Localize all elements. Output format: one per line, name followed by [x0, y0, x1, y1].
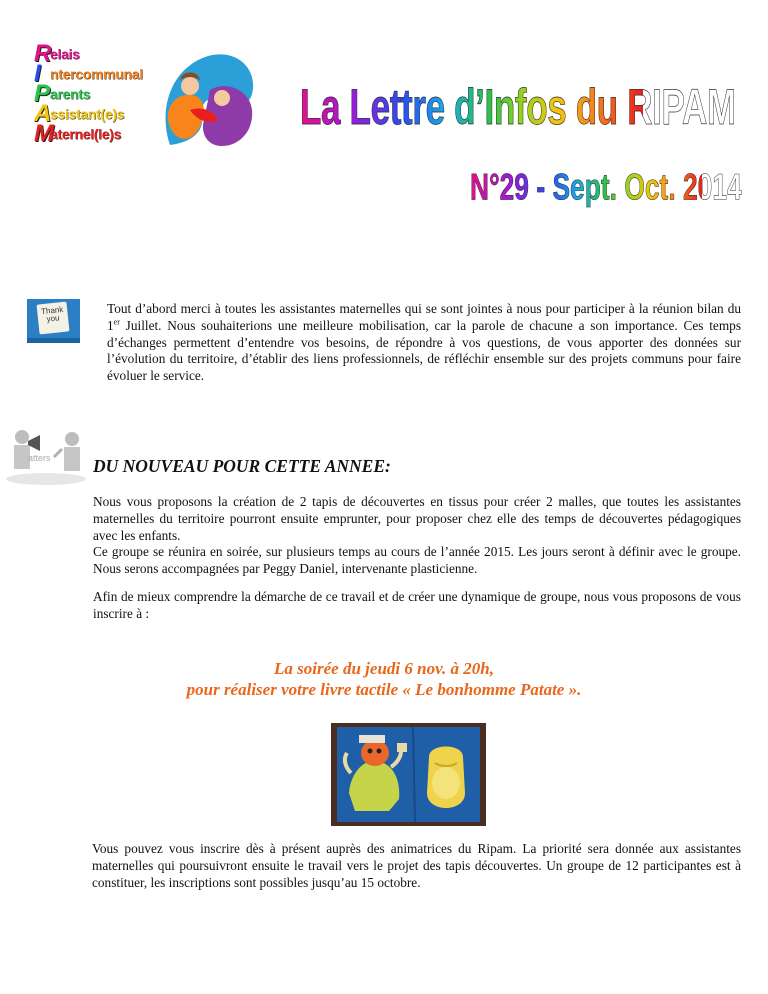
- megaphone-illustration: [4, 427, 88, 485]
- ripam-acronym-logo: [34, 40, 154, 147]
- section-heading: DU NOUVEAU POUR CETTE ANNEE:: [93, 456, 391, 476]
- acronym-line-relais: [34, 40, 154, 67]
- thank-you-bar: [27, 338, 80, 343]
- newsletter-title-text: La Lettre d’Infos du RIPAM: [300, 78, 736, 136]
- event-date: La soirée du jeudi 6 nov. à 20h,: [274, 659, 494, 678]
- acronym-initial: I: [34, 60, 41, 87]
- bonhomme-cup: [397, 743, 407, 752]
- family-face-child: [214, 90, 230, 106]
- acronym-rest: elais: [50, 46, 80, 62]
- intro-paragraph: [107, 301, 741, 385]
- project-text-1: Nous vous proposons la création de 2 tapis de découvertes en tissus pour créer 2 malles, que toutes les assistantes maternelles du territoire pourront ensuite emprunter, pour proposer chez elle des temps de découvertes pédagogiques avec les enfants.: [93, 494, 741, 543]
- issue-number-text: N°29 - Sept. Oct. 2014: [470, 166, 742, 208]
- acronym-initial: M: [34, 120, 54, 147]
- acronym-rest: aternel(le)s: [50, 126, 122, 142]
- project-paragraph: [93, 494, 741, 578]
- thank-you-image: [27, 299, 80, 343]
- invitation-paragraph: Afin de mieux comprendre la démarche de ce travail et de créer une dynamique de groupe, nous vous proposons de vous inscrire à :: [93, 589, 741, 621]
- intro-superscript: er: [113, 317, 120, 327]
- acronym-rest: ntercommunal: [50, 66, 143, 82]
- acronym-line-intercommunal: [34, 60, 154, 87]
- event-activity: pour réaliser votre livre tactile « Le bonhomme Patate ».: [186, 680, 582, 699]
- intro-text-start: Tout d’abord merci à toutes les assistantes maternelles qui se sont jointes à nous pour participer à la réunion bilan du 1: [107, 301, 741, 333]
- bonhomme-eye-left: [368, 749, 373, 754]
- acronym-line-parents: [34, 80, 154, 107]
- figure-right-arm: [54, 449, 62, 457]
- bonhomme-hat: [359, 735, 385, 743]
- figures-shadow: [6, 473, 86, 485]
- newsletter-title: [300, 78, 740, 138]
- acronym-line-maternelles: [34, 120, 154, 147]
- project-text-2: Ce groupe se réunira en soirée, sur plusieurs temps au cours de l’année 2015. Les jours seront à définir avec le groupe. Nous serons accompagnées par Peggy Daniel, intervenante plasticienne.: [93, 544, 741, 577]
- acronym-rest: arents: [50, 86, 91, 102]
- figure-right-body: [64, 447, 80, 471]
- acronym-rest: ssistant(e)s: [50, 106, 125, 122]
- acronym-initial: R: [34, 40, 52, 67]
- bib-pocket: [432, 767, 460, 799]
- family-illustration: [160, 50, 260, 150]
- figure-right-head: [65, 432, 79, 446]
- acronym-initial: P: [34, 80, 51, 107]
- family-face-adult: [181, 77, 199, 95]
- intro-text-end: Juillet. Nous souhaiterions une meilleure mobilisation, car la parole de chacune a son importance. Ces temps d’échanges permettent d’entendre vos besoins, de répondre à vos questions, de vous apporter des données sur l’évolution du territoire, d’établir des liens professionnels, de réfléchir ensemble sur des projets communs pour faire évoluer le service.: [107, 317, 741, 384]
- event-announcement: [80, 658, 688, 700]
- issue-number: [470, 166, 760, 212]
- tactile-book-photo: [331, 723, 486, 826]
- megaphone-caption: atters: [28, 453, 51, 463]
- figure-left-head: [15, 430, 29, 444]
- registration-paragraph: Vous pouvez vous inscrire dès à présent auprès des animatrices du Ripam. La priorité sera donnée aux assistantes maternelles qui poursuivront ensuite le travail vers le projet des tapis découvertes. Un groupe de 12 participantes est à constituer, les inscriptions sont possibles jusqu’au 15 octobre.: [92, 841, 741, 890]
- bonhomme-head: [361, 740, 389, 766]
- bonhomme-eye-right: [377, 749, 382, 754]
- thank-you-card: Thank you: [37, 302, 70, 335]
- acronym-initial: A: [34, 100, 52, 127]
